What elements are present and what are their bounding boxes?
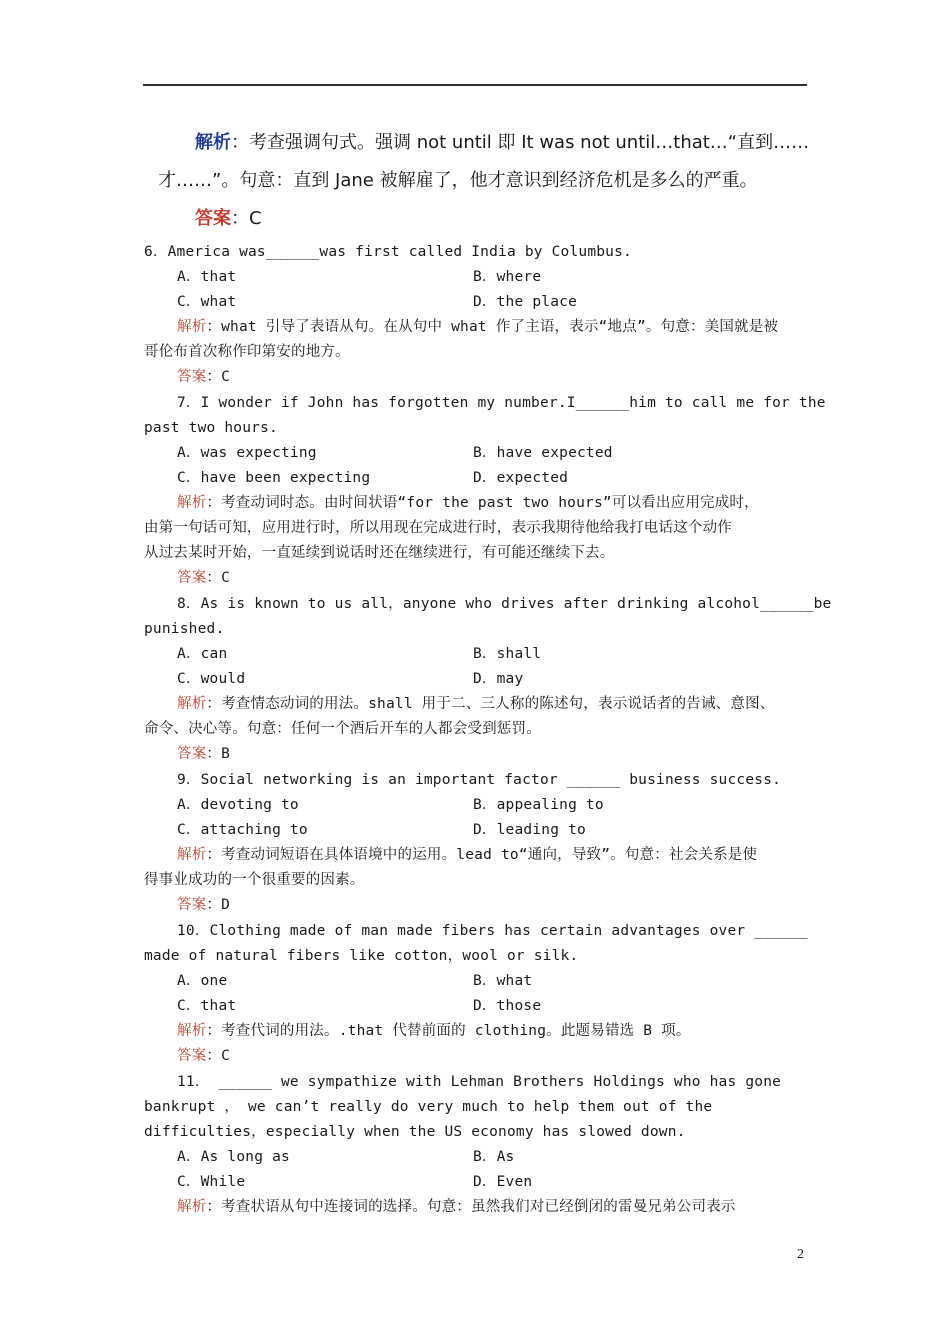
answer-label: 答案: [195, 208, 231, 229]
question-9-stem: 9．Social networking is an important factor ______ business success.: [177, 772, 782, 788]
option-a: A．devoting to: [177, 797, 299, 813]
intro-answer: [195, 200, 857, 238]
intro-explanation-line2: 才……”。句意：直到 Jane 被解雇了，他才意识到经济危机是多么的严重。: [158, 170, 758, 191]
explanation-label: 解析: [177, 847, 207, 863]
explanation-label: 解析: [177, 1199, 207, 1215]
question-9-options-cd: [177, 818, 839, 843]
question-9-answer: [177, 893, 839, 918]
question-8-stem: 8．As is known to us all，anyone who drives after drinking alcohol______be: [177, 596, 832, 612]
question-11-stem: 11． ______ we sympathize with Lehman Brothers Holdings who has gone: [177, 1074, 782, 1090]
explanation-text: ：考查情态动词的用法。shall 用于二、三人称的陈述句，表示说话者的告诫、意图、: [206, 696, 775, 712]
answer-value: ：B: [206, 746, 231, 762]
explanation-text: ：考查动词时态。由时间状语“for the past two hours”可以看出应用完成时，: [206, 495, 759, 511]
question-6-answer: [177, 365, 839, 390]
question-6-explanation-cont: 哥伦布首次称作印第安的地方。: [144, 344, 350, 360]
question-7-explanation: [177, 491, 839, 516]
option-c: C．that: [177, 998, 237, 1014]
question-11-options-cd: [177, 1170, 839, 1195]
answer-label: 答案: [177, 746, 207, 762]
question-7-options-ab: [177, 441, 839, 466]
explanation-label: 解析: [177, 319, 207, 335]
option-c: C．would: [177, 671, 246, 687]
question-8-explanation: [177, 692, 839, 717]
option-b: B．where: [473, 269, 542, 285]
question-10-stem-cont: made of natural fibers like cotton，wool or silk.: [144, 948, 579, 964]
question-10-options-ab: [177, 969, 839, 994]
option-b: B．As: [473, 1149, 515, 1165]
option-c: C．attaching to: [177, 822, 308, 838]
question-6-options-cd: [177, 290, 839, 315]
question-7-explanation-cont1: 由第一句话可知，应用进行时，所以用现在完成进行时，表示我期待他给我打电话这个动作: [144, 520, 732, 536]
question-7-stem-cont: past two hours.: [144, 420, 278, 436]
option-d: D．leading to: [473, 822, 586, 838]
option-b: B．what: [473, 973, 533, 989]
option-a: A．As long as: [177, 1149, 290, 1165]
question-11-stem-cont2: difficulties，especially when the US economy has slowed down.: [144, 1124, 686, 1140]
question-11-stem-cont1: bankrupt ， we can’t really do very much to help them out of the: [144, 1099, 713, 1115]
question-8-stem-cont: punished.: [144, 621, 225, 637]
answer-value: ：C: [206, 1048, 231, 1064]
answer-value: ：C: [206, 570, 231, 586]
question-10-answer: [177, 1044, 839, 1069]
answer-label: 答案: [177, 897, 207, 913]
option-b: B．appealing to: [473, 797, 604, 813]
option-c: C．While: [177, 1174, 246, 1190]
question-9-options-ab: [177, 793, 839, 818]
explanation-text: ：考查代词的用法。.that 代替前面的 clothing。此题易错选 B 项。: [206, 1023, 691, 1039]
option-d: D．the place: [473, 294, 577, 310]
question-10-explanation: [177, 1019, 839, 1044]
explanation-text: ：考查动词短语在具体语境中的运用。lead to“通向，导致”。句意：社会关系是使: [206, 847, 758, 863]
question-10-stem: 10．Clothing made of man made fibers has certain advantages over ______: [177, 923, 808, 939]
option-c: C．have been expecting: [177, 470, 371, 486]
explanation-label: 解析: [177, 696, 207, 712]
option-b: B．have expected: [473, 445, 613, 461]
option-a: A．one: [177, 973, 228, 989]
question-8-explanation-cont: 命令、决心等。句意：任何一个酒后开车的人都会受到惩罚。: [144, 721, 541, 737]
option-d: D．those: [473, 998, 542, 1014]
question-7-explanation-cont2: 从过去某时开始，一直延续到说话时还在继续进行，有可能还继续下去。: [144, 545, 615, 561]
page-number: 2: [797, 1247, 804, 1262]
question-7-stem: 7．I wonder if John has forgotten my number.I______him to call me for the: [177, 395, 826, 411]
question-9-explanation-cont: 得事业成功的一个很重要的因素。: [144, 872, 365, 888]
option-d: D．Even: [473, 1174, 533, 1190]
option-b: B．shall: [473, 646, 542, 662]
answer-label: 答案: [177, 570, 207, 586]
option-c: C．what: [177, 294, 237, 310]
answer-value: ：C: [206, 369, 231, 385]
explanation-text: ：考查状语从句中连接词的选择。句意：虽然我们对已经倒闭的雷曼兄弟公司表示: [206, 1199, 736, 1215]
question-10-options-cd: [177, 994, 839, 1019]
explanation-label: 解析: [177, 1023, 207, 1039]
question-11-options-ab: [177, 1145, 839, 1170]
question-8-options-cd: [177, 667, 839, 692]
question-7-answer: [177, 566, 839, 591]
explanation-text: ：what 引导了表语从句。在从句中 what 作了主语，表示“地点”。句意：美国就是被: [206, 319, 779, 335]
question-7-options-cd: [177, 466, 839, 491]
answer-label: 答案: [177, 369, 207, 385]
option-a: A．can: [177, 646, 228, 662]
answer-label: 答案: [177, 1048, 207, 1064]
option-d: D．may: [473, 671, 524, 687]
explanation-label: 解析: [195, 132, 231, 153]
option-a: A．that: [177, 269, 237, 285]
header-rule: [143, 84, 807, 86]
answer-value: ：C: [231, 208, 262, 229]
question-6-options-ab: [177, 265, 839, 290]
question-8-answer: [177, 742, 839, 767]
option-d: D．expected: [473, 470, 569, 486]
answer-value: ：D: [206, 897, 231, 913]
question-6-stem: 6．America was______was first called India by Columbus.: [144, 244, 632, 260]
option-a: A．was expecting: [177, 445, 317, 461]
intro-explanation-line1: [195, 124, 857, 162]
question-6-explanation: [177, 315, 839, 340]
question-8-options-ab: [177, 642, 839, 667]
explanation-label: 解析: [177, 495, 207, 511]
question-9-explanation: [177, 843, 839, 868]
explanation-text: ：考查强调句式。强调 not until 即 It was not until…that…“直到……: [231, 132, 810, 153]
question-11-explanation: [177, 1195, 839, 1220]
